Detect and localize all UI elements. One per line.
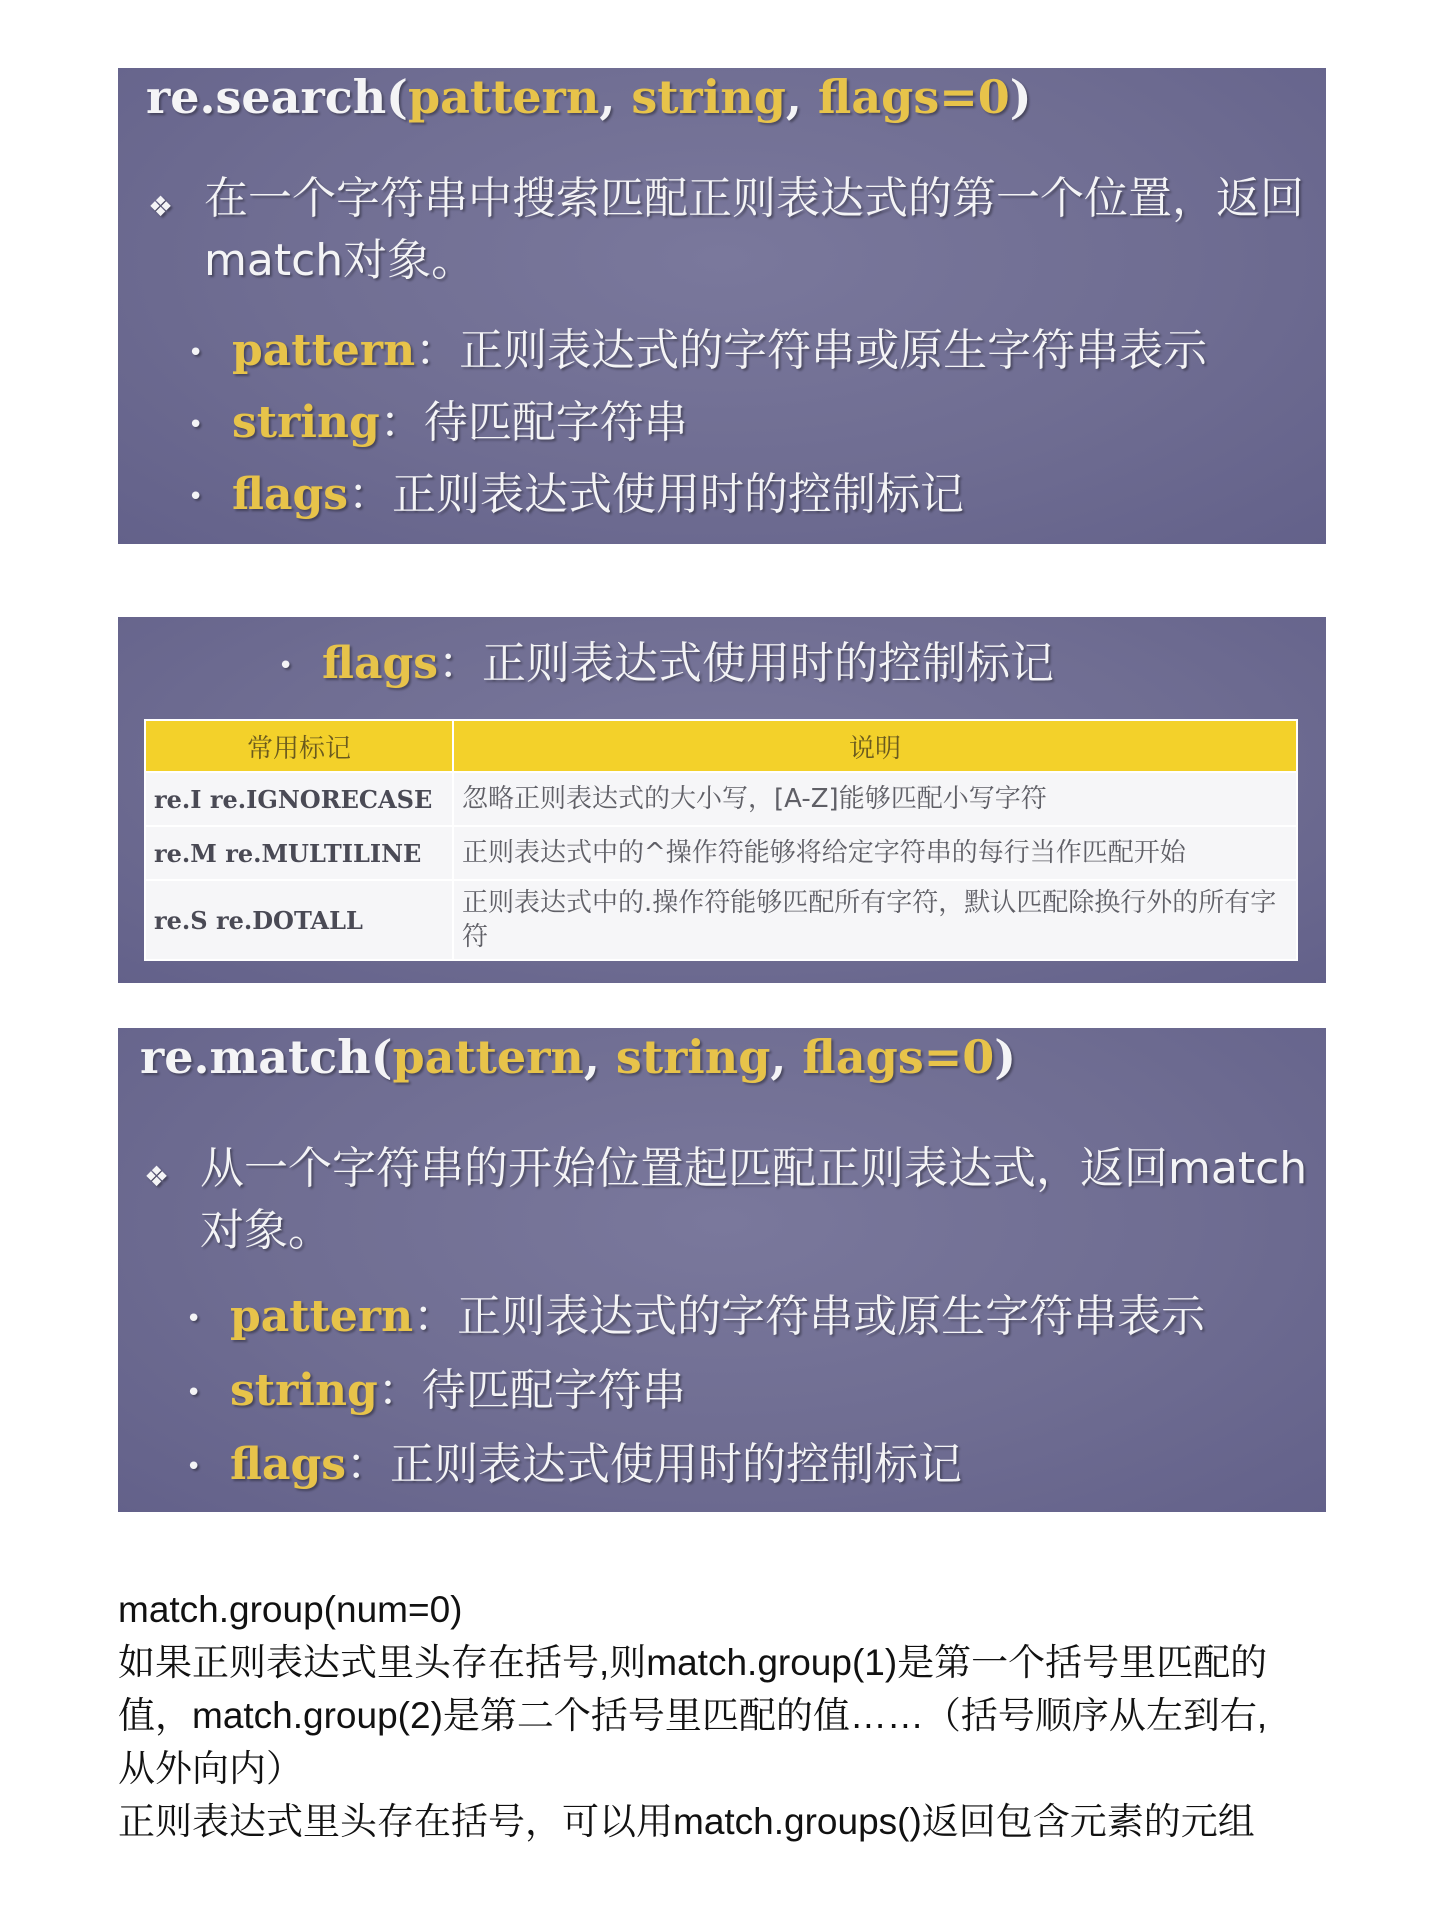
separator: ： (346, 1439, 391, 1490)
param-pattern (186, 1280, 1205, 1344)
notes-line: 从外向内） (118, 1748, 303, 1789)
bullet-icon: • (186, 1452, 202, 1482)
param-string (186, 1354, 686, 1418)
separator: ： (348, 469, 393, 520)
bullet-icon: • (186, 1378, 202, 1408)
comma: , (583, 1030, 616, 1084)
param-pattern (188, 314, 1207, 378)
match-signature (140, 1030, 1016, 1084)
param-desc: 正则表达式的字符串或原生字符串表示 (459, 325, 1208, 376)
notes-line: match.group(num=0) (118, 1589, 463, 1630)
bullet-icon: • (188, 482, 204, 512)
arg-pattern: pattern (407, 70, 600, 124)
table-row (145, 772, 1297, 826)
param-key: pattern (232, 325, 416, 376)
flags-table (144, 719, 1298, 961)
table-row (145, 826, 1297, 880)
search-description (148, 168, 1314, 292)
separator: ： (438, 638, 483, 689)
func-name: re.match( (140, 1030, 393, 1084)
separator: ： (379, 397, 424, 448)
notes (118, 1583, 1338, 1848)
param-key: string (230, 1365, 378, 1416)
notes-line: 正则表达式里头存在括号，可以用match.groups()返回包含元素的元组 (118, 1801, 1255, 1842)
param-key: flags (230, 1439, 347, 1490)
separator: ： (415, 325, 460, 376)
desc-cell: 正则表达式中的^操作符能够将给定字符串的每行当作匹配开始 (453, 826, 1297, 880)
bullet-icon: • (188, 410, 204, 440)
close-paren: ) (1009, 70, 1032, 124)
flag-cell: re.S re.DOTALL (145, 880, 453, 960)
param-key: string (232, 397, 380, 448)
func-name: re.search( (146, 70, 408, 124)
flag-cell: re.I re.IGNORECASE (145, 772, 453, 826)
param-desc: 正则表达式使用时的控制标记 (390, 1439, 963, 1490)
description-text: 在一个字符串中搜索匹配正则表达式的第一个位置，返回match对象。 (204, 173, 1304, 286)
flags-desc: 正则表达式使用时的控制标记 (482, 638, 1055, 689)
param-desc: 待匹配字符串 (423, 397, 688, 448)
notes-line: 如果正则表达式里头存在括号,则match.group(1)是第一个括号里匹配的 (118, 1642, 1268, 1683)
arg-string: string (631, 70, 786, 124)
separator: ： (377, 1365, 422, 1416)
bullet-icon: • (188, 338, 204, 368)
notes-line: 值，match.group(2)是第二个括号里匹配的值……（括号顺序从左到右, (118, 1695, 1268, 1736)
desc-cell: 正则表达式中的.操作符能够匹配所有字符，默认匹配除换行外的所有字符 (453, 880, 1297, 960)
flags-slide (118, 617, 1326, 983)
arg-pattern: pattern (392, 1030, 584, 1084)
param-desc: 正则表达式的字符串或原生字符串表示 (457, 1291, 1206, 1342)
table-row (145, 880, 1297, 960)
flag-cell: re.M re.MULTILINE (145, 826, 453, 880)
comma: , (770, 1030, 803, 1084)
param-flags (186, 1428, 962, 1492)
param-string (188, 386, 688, 450)
comma: , (599, 70, 632, 124)
param-flags (188, 458, 964, 522)
flags-key: flags (322, 638, 439, 689)
search-signature (146, 70, 1032, 124)
table-header-row (145, 720, 1297, 772)
match-slide (118, 1028, 1326, 1512)
param-key: pattern (230, 1291, 414, 1342)
arg-string: string (615, 1030, 771, 1084)
param-desc: 待匹配字符串 (421, 1365, 686, 1416)
param-desc: 正则表达式使用时的控制标记 (392, 469, 965, 520)
bullet-icon: • (186, 1304, 202, 1334)
match-description (144, 1138, 1310, 1262)
desc-cell: 忽略正则表达式的大小写，[A-Z]能够匹配小写字符 (453, 772, 1297, 826)
close-paren: ) (994, 1030, 1017, 1084)
flags-heading (278, 627, 1054, 691)
diamond-bullet-icon: ❖ (144, 1160, 170, 1193)
separator: ： (413, 1291, 458, 1342)
header-flag: 常用标记 (145, 720, 453, 772)
header-desc: 说明 (453, 720, 1297, 772)
comma: , (785, 70, 818, 124)
param-key: flags (232, 469, 349, 520)
arg-flags: flags=0 (817, 70, 1010, 124)
bullet-icon: • (278, 651, 294, 681)
description-text: 从一个字符串的开始位置起匹配正则表达式，返回match对象。 (200, 1143, 1308, 1256)
search-slide (118, 68, 1326, 544)
arg-flags: flags=0 (802, 1030, 995, 1084)
diamond-bullet-icon: ❖ (148, 190, 174, 223)
